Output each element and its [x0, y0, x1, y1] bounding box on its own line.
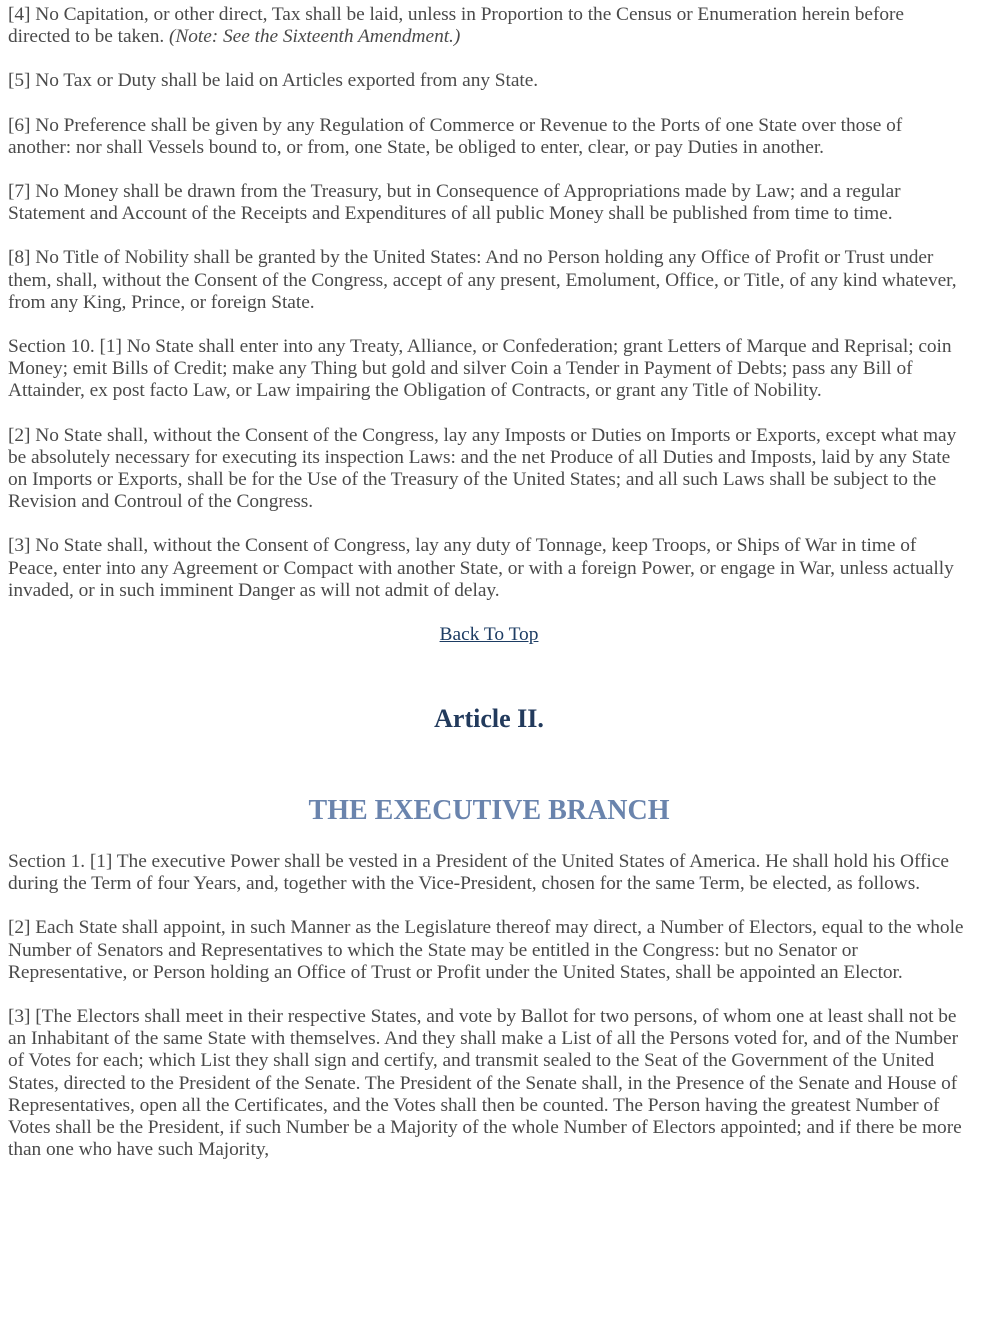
clause-7: [7] No Money shall be drawn from the Treasury, but in Consequence of Appropriations made by Law; and a regular Statement and Account of the Receipts and Expenditures of all public Money shall be published from time to time. — [8, 181, 901, 225]
article-2-section-1-clause-2: [2] Each State shall appoint, in such Manner as the Legislature thereof may direct, a Number of Electors, equal to the whole Number of Senators and Representatives to which the State may be entitled in the Congress: but no Senator or Representative, or Person holding an Office of Trust or Profit under the United States, shall be appointed an Elector. — [8, 917, 964, 983]
document-body — [8, 4, 970, 1184]
section-10-clause-1: Section 10. [1] No State shall enter into any Treaty, Alliance, or Confederation; grant Letters of Marque and Reprisal; coin Money; emit Bills of Credit; make any Thing but gold and silver Coin a Tender in Payment of Debts; pass any Bill of Attainder, ex post facto Law, or Law impairing the Obligation of Contracts, or grant any Title of Nobility. — [8, 336, 952, 402]
clause-5: [5] No Tax or Duty shall be laid on Articles exported from any State. — [8, 70, 539, 92]
section-10-clause-3: [3] No State shall, without the Consent of Congress, lay any duty of Tonnage, keep Troops, or Ships of War in time of Peace, enter into any Agreement or Compact with another State, or with a foreign Power, or engage in War, unless actually invaded, or in such imminent Danger as will not admit of delay. — [8, 535, 954, 601]
article-title: Article II. — [434, 704, 544, 734]
back-to-top-link[interactable]: Back To Top — [439, 624, 539, 646]
amendment-note: (Note: See the Sixteenth Amendment.) — [168, 26, 461, 48]
clause-6: [6] No Preference shall be given by any Regulation of Commerce or Revenue to the Ports of one State over those of another: nor shall Vessels bound to, or from, one State, be obliged to enter, clear, or pay Duties in another. — [8, 114, 903, 158]
article-2-section-1-clause-3: [3] [The Electors shall meet in their respective States, and vote by Ballot for two persons, of whom one at least shall not be an Inhabitant of the same State with themselves. And they shall make a List of all the Persons voted for, and of the Number of Votes for each; which List they shall sign and certify, and transmit sealed to the Seat of the Government of the United States, directed to the President of the Senate. The President of the Senate shall, in the Presence of the Senate and House of Representatives, open all the Certificates, and the Votes shall then be counted. The Person having the greatest Number of Votes shall be the President, if such Number be a Majority of the whole Number of Electors appointed; and if there be more than one who have such Majority, — [8, 1006, 962, 1161]
clause-8: [8] No Title of Nobility shall be granted by the United States: And no Person holding any Office of Profit or Trust under them, shall, without the Consent of the Congress, accept of any present, Emolument, Office, or Title, of any kind whatever, from any King, Prince, or foreign State. — [8, 247, 957, 313]
section-10-clause-2: [2] No State shall, without the Consent of the Congress, lay any Imposts or Duties on Imports or Exports, except what may be absolutely necessary for executing its inspection Laws: and the net Produce of all Duties and Imposts, laid by any State on Imports or Exports, shall be for the Use of the Treasury of the United States; and all such Laws shall be subject to the Revision and Controul of the Congress. — [8, 424, 957, 513]
clause-text: [4] No Capitation, or other direct, Tax shall be laid, unless in Proportion to the Census or Enumeration herein before directed to be taken. — [8, 4, 904, 48]
clause-4 — [8, 4, 970, 48]
article-2-section-1-clause-1: Section 1. [1] The executive Power shall be vested in a President of the United States of America. He shall hold his Office during the Term of four Years, and, together with the Vice-President, chosen for the same Term, be elected, as follows. — [8, 851, 949, 895]
branch-title: THE EXECUTIVE BRANCH — [308, 795, 670, 827]
back-to-top-container — [8, 624, 970, 646]
